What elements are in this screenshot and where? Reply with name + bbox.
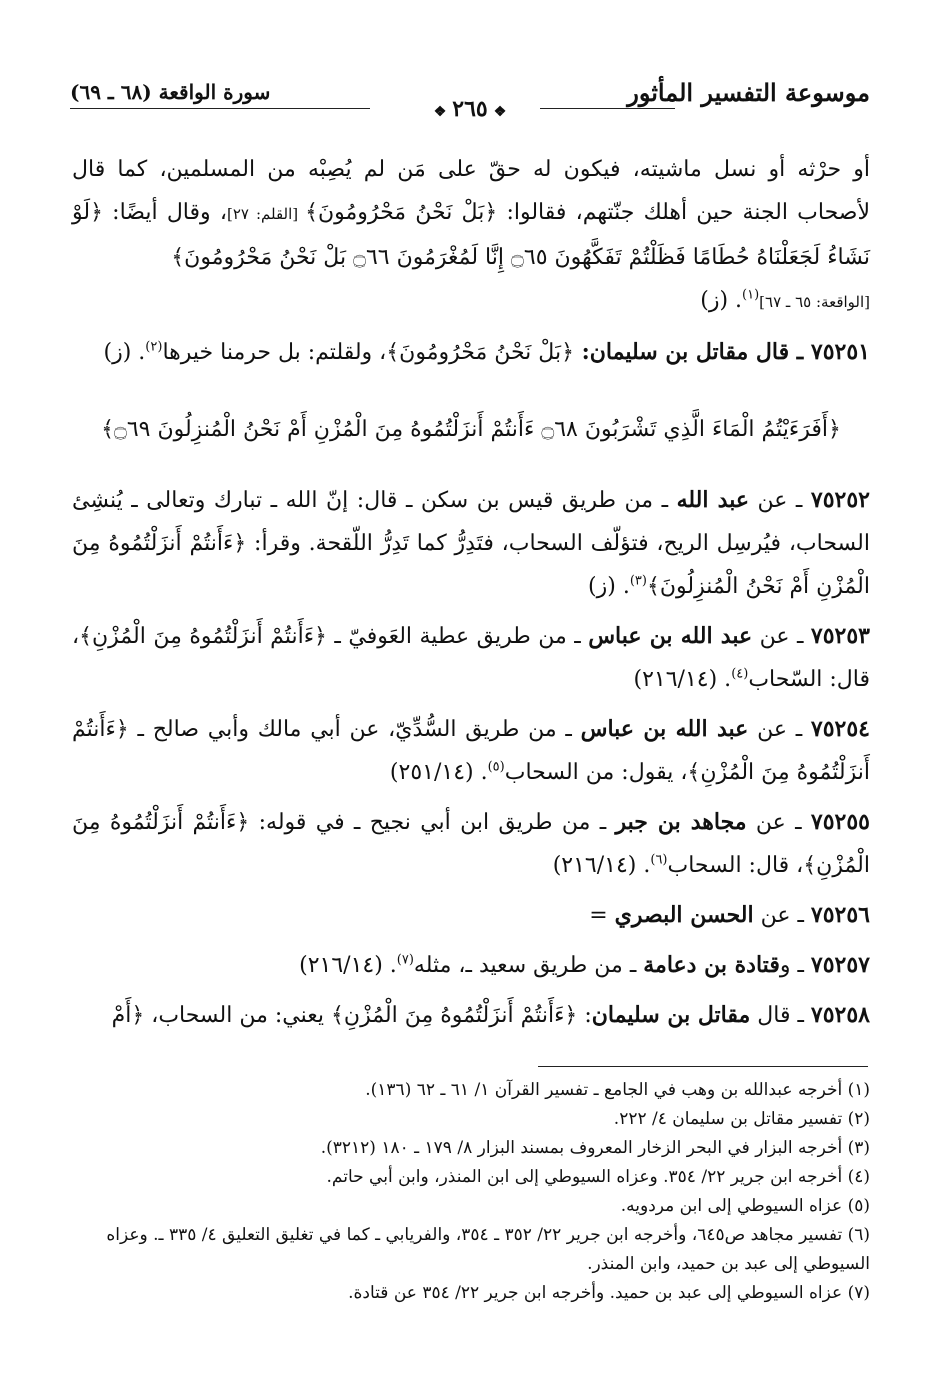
page-number-row — [70, 96, 870, 126]
text: ـ عن — [753, 903, 811, 928]
quran-quote: ﴿ءَأَنتُمْ أَنزَلْتُمُوهُ مِنَ الْمُزْنِ﴾ — [331, 1003, 578, 1028]
text: . (ز) — [588, 574, 630, 599]
entry-number: ٧٥٢٥٣ — [810, 623, 870, 649]
quran-quote: ﴿بَلْ نَحْنُ مَحْرُومُونَ﴾ — [386, 340, 574, 365]
text: . (٢١٦/١٤) — [633, 667, 732, 692]
quran-ref: [الواقعة: ٦٥ ـ ٦٧] — [759, 293, 870, 311]
text: ، قال: السحاب — [667, 853, 804, 878]
hadith-entry — [72, 331, 870, 374]
ornament-icon: ❖ — [433, 104, 447, 120]
footnote-2: (٢) تفسير مقاتل بن سليمان ٤/ ٢٢٢. — [613, 1109, 870, 1129]
text: . (٢١٦/١٤) — [299, 953, 397, 978]
text: . (ز) — [103, 340, 146, 365]
footnote-marker[interactable]: (٧) — [396, 952, 414, 968]
text: ، قال: السّحاب — [72, 624, 870, 692]
text: = — [589, 903, 615, 928]
text: ، ولقلتم: بل حرمنا خيرها — [162, 340, 387, 365]
ayah-heading: ﴿أَفَرَءَيْتُمُ الْمَاءَ الَّذِي تَشْرَبُونَ ۝٦٨ ءَأَنتُمْ أَنزَلْتُمُوهُ مِنَ الْمُزْنِ أَمْ نَحْنُ الْمُنزِلُونَ ۝٦٩﴾ — [101, 417, 841, 442]
text: . (ز) — [700, 288, 743, 313]
entry-number: ٧٥٢٥٤ — [810, 716, 870, 742]
footnotes — [72, 1076, 870, 1308]
text: يعني: من السحاب، — [144, 1003, 332, 1028]
book-title: موسوعة التفسير المأثور — [627, 78, 870, 107]
footnote-5: (٥) عزاه السيوطي إلى ابن مردويه. — [620, 1196, 870, 1216]
text: ـ من طريق عطية العَوفيّ ـ — [326, 624, 589, 649]
ornament-icon: ❖ — [493, 104, 507, 120]
text: ـ عن — [746, 810, 811, 835]
footnote-marker[interactable]: (٤) — [731, 666, 749, 682]
quran-quote: ﴿بَلْ نَحْنُ مَحْرُومُونَ﴾ — [305, 200, 498, 225]
quran-quote: ﴿ءَأَنتُمْ أَنزَلْتُمُوهُ مِنَ الْمُزْنِ﴾ — [72, 810, 870, 878]
text: : — [577, 1003, 592, 1028]
text: ـ عن — [752, 624, 811, 649]
main-text — [72, 148, 870, 1044]
text: ـ من طريق ابن أبي نجيح ـ في قوله: — [249, 810, 616, 835]
hadith-entry — [72, 479, 870, 608]
text: ـ عن — [748, 717, 811, 742]
hadith-entry — [72, 615, 870, 701]
footnote-1: (١) أخرجه عبدالله بن وهب في الجامع ـ تفسير القرآن ١/ ٦١ ـ ٦٢ (١٣٦). — [365, 1080, 870, 1100]
narrator-name: عبد الله بن عباس — [580, 716, 749, 742]
surah-title: سورة الواقعة (٦٨ ـ ٦٩) — [70, 80, 271, 104]
footnote-marker[interactable]: (٦) — [650, 852, 668, 868]
quran-ref: [القلم: ٢٧] — [226, 205, 306, 223]
text: ، وقال أيضًا: — [102, 200, 227, 225]
page-number — [70, 96, 870, 122]
footnote-marker[interactable]: (٥) — [487, 759, 505, 775]
narrator-name: قتادة بن دعامة — [643, 952, 780, 978]
paragraph — [72, 148, 870, 324]
page-header — [70, 78, 870, 122]
quran-quote: ﴿أَمْ — [111, 1003, 145, 1028]
footnote-marker[interactable]: (٢) — [145, 339, 163, 355]
text: ـ من طريق قيس بن سكن ـ قال: إنّ الله ـ تبارك وتعالى ـ يُنشِئ السحاب، فيُرسِل الريح، فتؤلّف السحاب، فتَدِرُّ كما تَدِرُّ اللّقحة. وقرأ: — [72, 488, 870, 556]
footnote-marker[interactable]: (٣) — [629, 573, 647, 589]
hadith-entry — [72, 894, 870, 937]
entry-number: ٧٥٢٥٦ — [810, 902, 870, 928]
quran-quote: ﴿ءَأَنتُمْ أَنزَلْتُمُوهُ مِنَ الْمُزْنِ أَمْ نَحْنُ الْمُنزِلُونَ﴾ — [72, 531, 870, 599]
text: أو حرْثه أو نسل ماشيته، فيكون له حقّ على مَن لم يُصِبْه من المسلمين، كما قال لأصحاب الجنة حين أهلك جنّتهم، فقالوا: — [72, 157, 871, 225]
hadith-entry — [72, 994, 870, 1037]
text: ـ من طريق سعيد ـ، مثله — [413, 953, 644, 978]
entry-number: ٧٥٢٥٨ — [810, 1002, 870, 1028]
entry-number: ٧٥٢٥٥ — [810, 809, 870, 835]
hadith-entry — [72, 708, 870, 794]
text: ـ عن — [749, 488, 811, 513]
text: . (٢١٦/١٤) — [552, 853, 651, 878]
quran-quote: ﴿ءَأَنتُمْ أَنزَلْتُمُوهُ مِنَ الْمُزْنِ﴾ — [79, 624, 327, 649]
hadith-entry — [72, 944, 870, 987]
text: ـ قال — [750, 1003, 811, 1028]
narrator-name: عبد الله بن عباس — [588, 623, 753, 649]
quran-quote: ﴿لَوْ نَشَاءُ لَجَعَلْنَاهُ حُطَامًا فَظَلْتُمْ تَفَكَّهُونَ ۝٦٥ إِنَّا لَمُغْرَمُونَ ۝٦٦ بَلْ نَحْنُ مَحْرُومُونَ﴾ — [72, 200, 870, 270]
narrator-name: ـ قال مقاتل بن سليمان: — [573, 339, 811, 365]
text: ـ من طريق السُّدِّيّ، عن أبي مالك وأبي صالح ـ — [128, 717, 581, 742]
page-number-value: ٢٦٥ — [452, 96, 488, 122]
hadith-entry — [72, 801, 870, 887]
footnote-7: (٧) عزاه السيوطي إلى عبد بن حميد. وأخرجه ابن جرير ٢٢/ ٣٥٤ عن قتادة. — [348, 1283, 870, 1303]
text: ، يقول: من السحاب — [504, 760, 688, 785]
text: . (٢٥١/١٤) — [389, 760, 488, 785]
footnote-4: (٤) أخرجه ابن جرير ٢٢/ ٣٥٤. وعزاه السيوطي إلى ابن المنذر، وابن أبي حاتم. — [326, 1167, 870, 1187]
entry-number: ٧٥٢٥٧ — [810, 952, 870, 978]
entry-number: ٧٥٢٥١ — [810, 339, 870, 365]
narrator-name: عبد الله — [676, 487, 749, 513]
text: ـ و — [779, 953, 811, 978]
footnote-3: (٣) أخرجه البزار في البحر الزخار المعروف بمسند البزار ٨/ ١٧٩ ـ ١٨٠ (٣٢١٢). — [320, 1138, 870, 1158]
footnote-marker[interactable]: (١) — [742, 287, 760, 303]
narrator-name: الحسن البصري — [614, 902, 754, 928]
footnote-divider — [538, 1066, 868, 1067]
narrator-name: مقاتل بن سليمان — [591, 1002, 751, 1028]
footnote-6: (٦) تفسير مجاهد ص٦٤٥، وأخرجه ابن جرير ٢٢/ ٣٥٢ ـ ٣٥٤، والفريابي ـ كما في تغليق التعليق ٤/ ٣٣٥ ـ. وعزاه السيوطي إلى عبد بن حميد، وابن المنذر. — [106, 1225, 870, 1274]
entry-number: ٧٥٢٥٢ — [810, 487, 870, 513]
narrator-name: مجاهد بن جبر — [615, 809, 747, 835]
quran-quote: ﴿ءَأَنتُمْ أَنزَلْتُمُوهُ مِنَ الْمُزْنِ﴾ — [72, 717, 870, 785]
